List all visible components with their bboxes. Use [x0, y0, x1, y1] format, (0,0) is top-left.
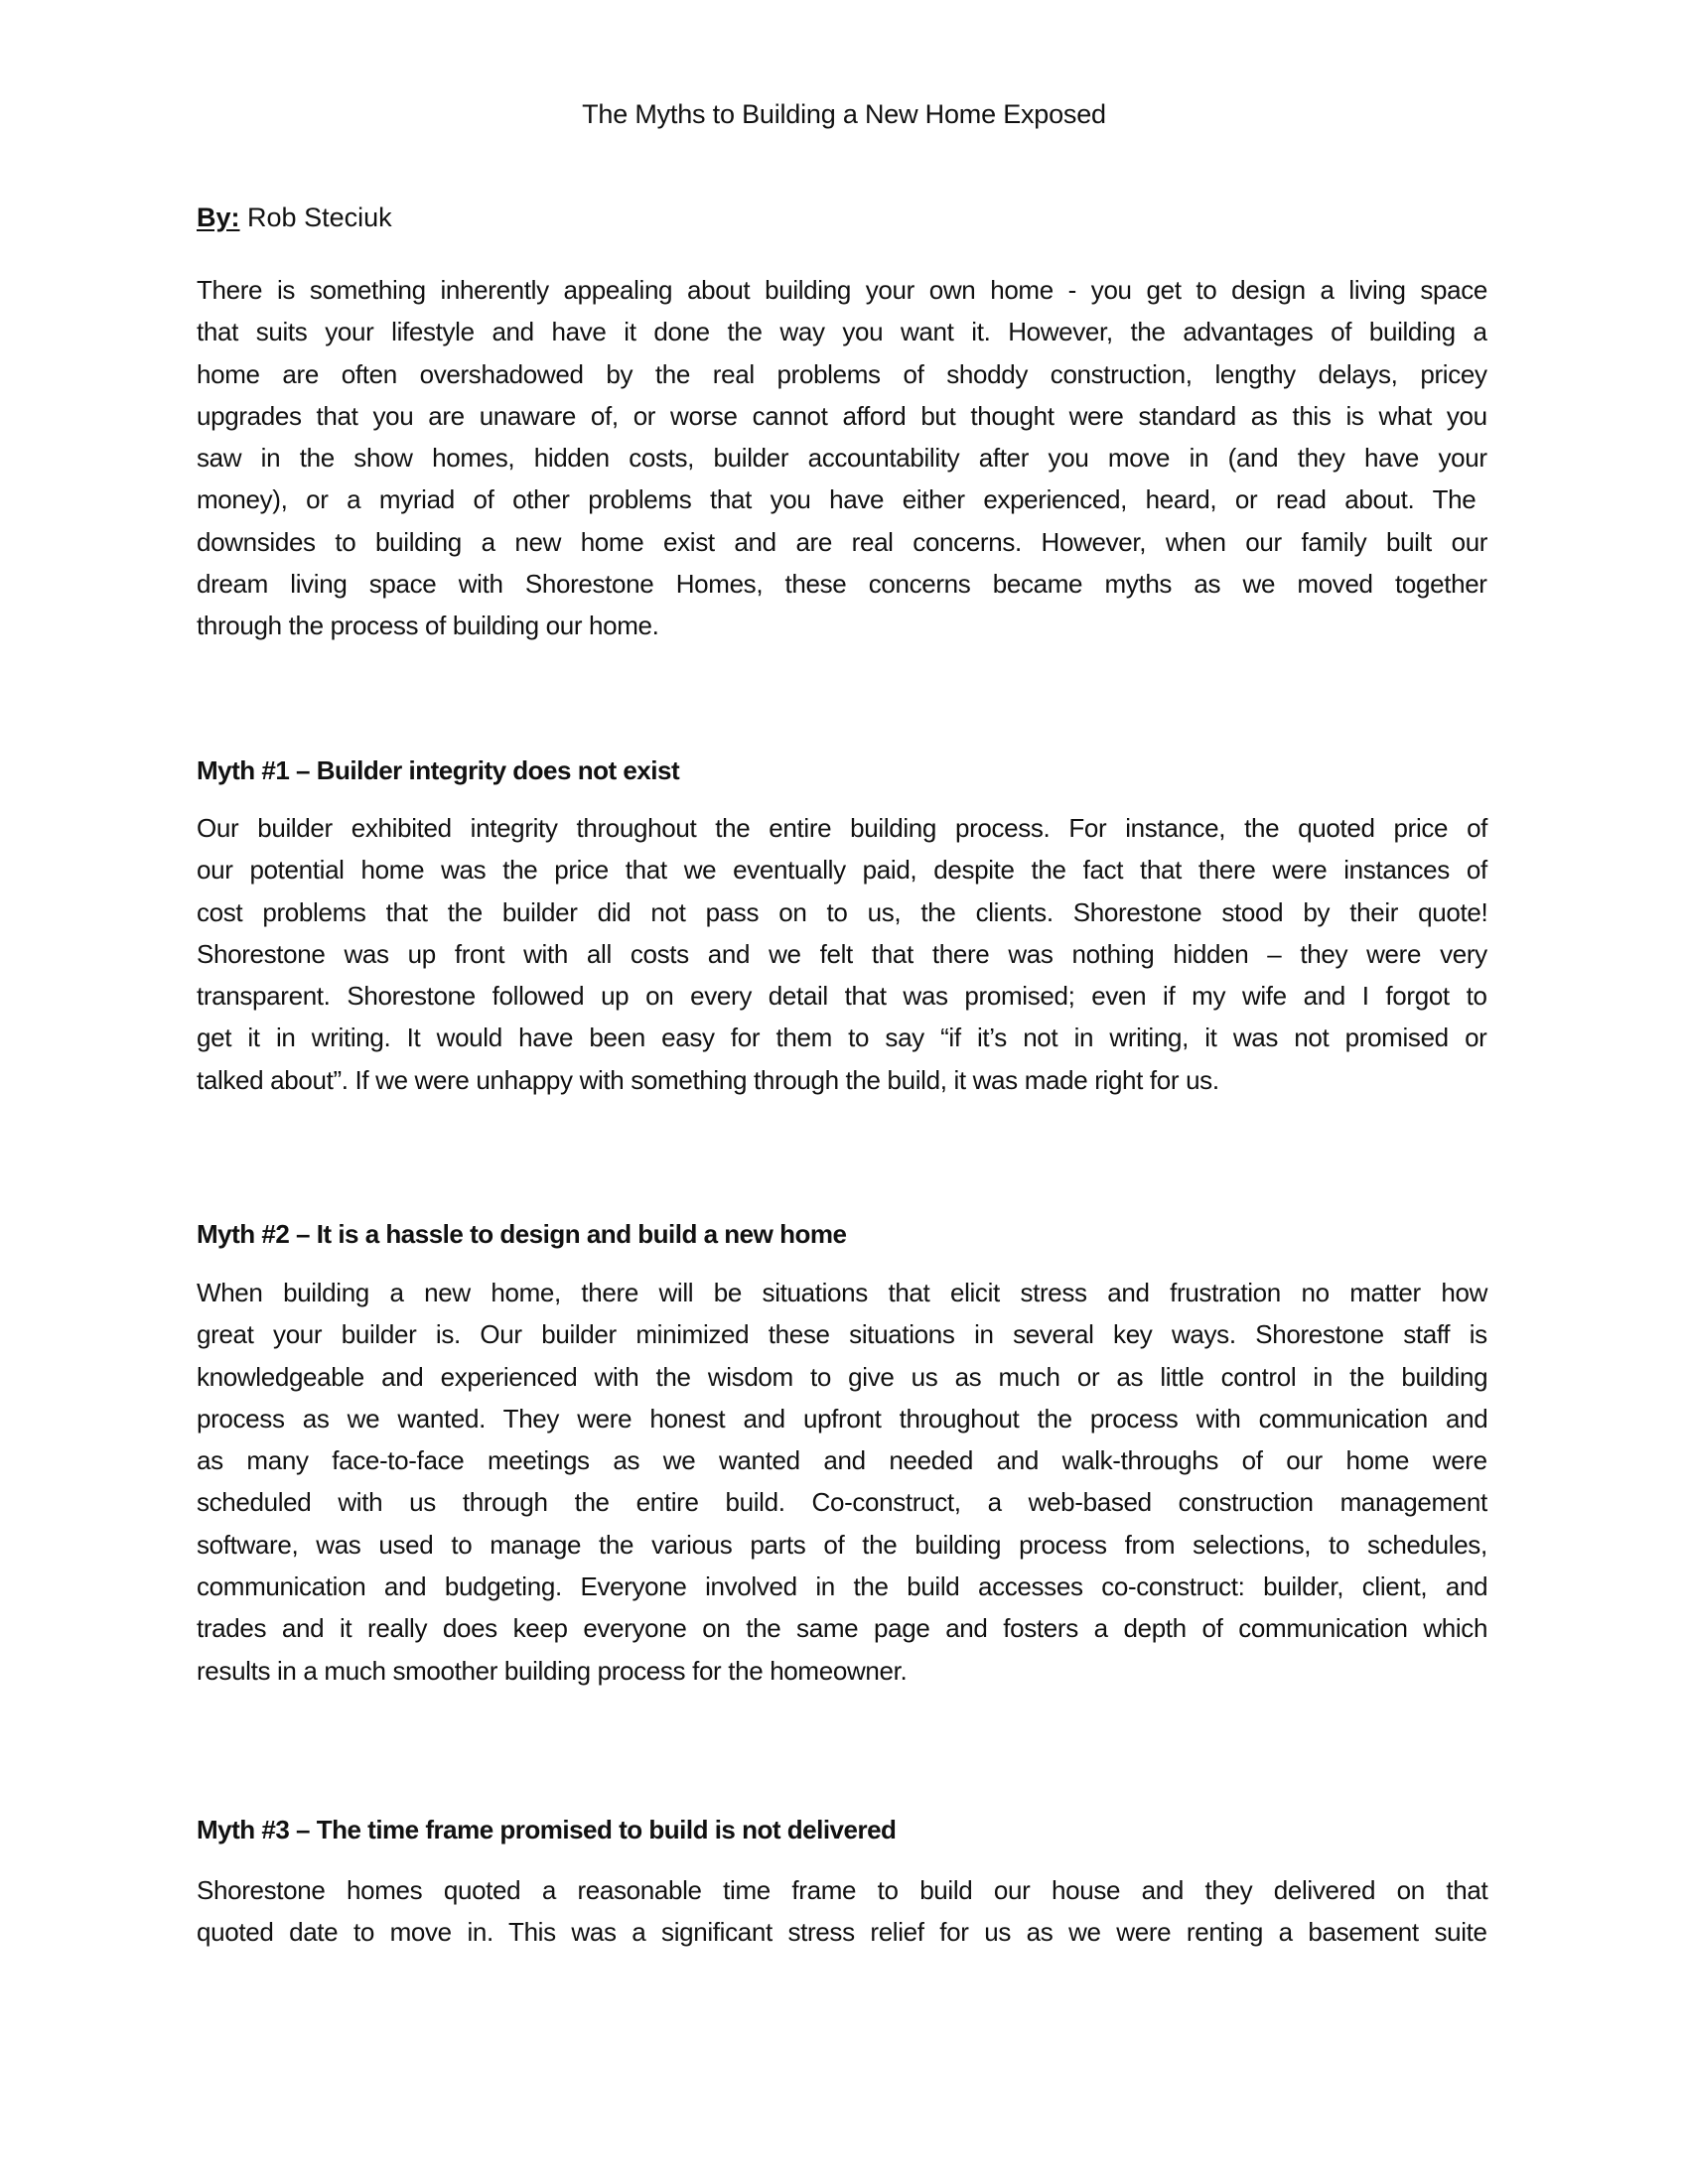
byline: [197, 201, 392, 234]
section-body-myth-1: [197, 807, 1487, 1101]
paragraph-line: knowledgeable and experienced with the wisdom to give us as much or as little control in the building: [197, 1361, 1488, 1392]
document-title: The Myths to Building a New Home Exposed: [582, 99, 1106, 129]
paragraph-line: Shorestone was up front with all costs and we felt that there was nothing hidden – they were very: [197, 938, 1487, 969]
paragraph-line: through the process of building our home.: [197, 611, 659, 641]
paragraph-line: talked about”. If we were unhappy with something through the build, it was made right for us.: [197, 1064, 1219, 1095]
paragraph-line: process as we wanted. They were honest and upfront throughout the process with communication and: [197, 1403, 1488, 1433]
paragraph-line: that suits your lifestyle and have it done the way you want it. However, the advantages of building a: [197, 317, 1487, 347]
paragraph-line: Shorestone homes quoted a reasonable time frame to build our house and they delivered on that: [197, 1875, 1488, 1905]
paragraph-line: saw in the show homes, hidden costs, builder accountability after you move in (and they have your: [197, 443, 1487, 474]
paragraph-line: as many face-to-face meetings as we wanted and needed and walk-throughs of our home were: [197, 1445, 1487, 1476]
paragraph-line: downsides to building a new home exist and are real concerns. However, when our family built our: [197, 526, 1488, 557]
section-body-myth-2: [197, 1272, 1487, 1692]
paragraph-line: scheduled with us through the entire build. Co-construct, a web-based construction management: [197, 1487, 1487, 1518]
paragraph-line: quoted date to move in. This was a significant stress relief for us as we were renting a basement suite: [197, 1917, 1487, 1948]
paragraph-line: There is something inherently appealing about building your own home - you get to design a living space: [197, 275, 1488, 305]
paragraph-line: our potential home was the price that we eventually paid, despite the fact that there were instances of: [197, 855, 1487, 886]
paragraph-line: great your builder is. Our builder minimized these situations in several key ways. Shorestone staff is: [197, 1319, 1487, 1350]
section-heading-myth-2: Myth #2 – It is a hassle to design and build a new home: [197, 1219, 847, 1249]
section-body-myth-3: [197, 1869, 1487, 1954]
paragraph-line: communication and budgeting. Everyone involved in the build accesses co-construct: builder, client, and: [197, 1571, 1488, 1602]
paragraph-line: upgrades that you are unaware of, or worse cannot afford but thought were standard as this is what you: [197, 400, 1487, 431]
byline-label: By:: [197, 203, 240, 232]
paragraph-line: dream living space with Shorestone Homes, these concerns became myths as we moved together: [197, 569, 1487, 600]
paragraph-line: Our builder exhibited integrity throughout the entire building process. For instance, the quoted price of: [197, 813, 1488, 843]
section-heading-myth-1: Myth #1 – Builder integrity does not exist: [197, 755, 680, 785]
paragraph-line: results in a much smoother building process for the homeowner.: [197, 1655, 908, 1686]
paragraph-line: home are often overshadowed by the real problems of shoddy construction, lengthy delays, pricey: [197, 358, 1487, 389]
paragraph-line: When building a new home, there will be situations that elicit stress and frustration no matter how: [197, 1278, 1488, 1307]
intro-paragraph: [197, 269, 1487, 647]
paragraph-line: get it in writing. It would have been easy for them to say “if it’s not in writing, it was not promised or: [197, 1023, 1487, 1053]
paragraph-line: money), or a myriad of other problems that you have either experienced, heard, or read about. The: [197, 484, 1477, 515]
byline-author: Rob Steciuk: [247, 203, 392, 232]
paragraph-line: trades and it really does keep everyone on the same page and fosters a depth of communication which: [197, 1613, 1488, 1644]
section-heading-myth-3: Myth #3 – The time frame promised to build is not delivered: [197, 1815, 897, 1844]
paragraph-line: software, was used to manage the various parts of the building process from selections, to schedules,: [197, 1529, 1487, 1560]
paragraph-line: transparent. Shorestone followed up on every detail that was promised; even if my wife and I forgot to: [197, 981, 1487, 1012]
paragraph-line: cost problems that the builder did not pass on to us, the clients. Shorestone stood by their quote!: [197, 896, 1488, 927]
